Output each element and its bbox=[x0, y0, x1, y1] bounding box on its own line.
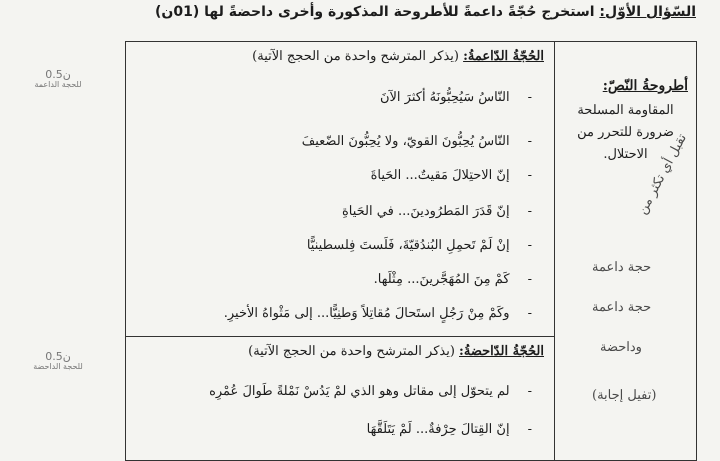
handwritten-note: وداحضة bbox=[600, 340, 642, 355]
margin-score-refuting bbox=[28, 352, 88, 372]
supporting-item: - كَمْ مِنَ المُهَجَّرينَ... مِثْلَها. bbox=[374, 272, 532, 287]
supporting-item: - النّاسُ سَيُحِبُّونَهُ أكثرَ الآنَ bbox=[380, 90, 532, 105]
margin-score-refuting-value: 0.5ن bbox=[45, 350, 71, 363]
margin-score-supporting-value: 0.5ن bbox=[45, 68, 71, 81]
thesis-title: أطروحةُ النّصّ: bbox=[602, 78, 688, 94]
margin-score-supporting bbox=[28, 70, 88, 90]
supporting-heading-label: الحُجّةُ الدّاعمةُ: bbox=[463, 49, 544, 64]
supporting-item: - إنْ لَمْ تَحمِلِ البُندُقيّةَ، فَلَستَ فِلسطينيًّا bbox=[307, 238, 532, 253]
column-divider bbox=[554, 42, 555, 460]
handwritten-note: (تفيل إجابة) bbox=[592, 388, 657, 403]
supporting-item: - وكَمْ مِنْ رَجُلٍ استَحالَ مُقاتِلاً وَطنِيًّا... إلى مَثْواهُ الأخيرِ. bbox=[224, 306, 532, 321]
row-divider bbox=[126, 336, 554, 337]
supporting-item: - النّاسُ يُحِبُّونَ القويّ، ولا يُحِبُّونَ الضّعيفَ bbox=[302, 134, 532, 149]
refuting-item: - لم يتحوّل إلى مقاتل وهو الذي لمْ يَدُسْ نَمْلةً طَوالَ عُمْرِه bbox=[209, 384, 532, 399]
supporting-heading bbox=[252, 49, 544, 64]
margin-score-refuting-label: للحجة الداحضة bbox=[33, 362, 83, 371]
question-text: استخرج حُجّةً داعمةً للأطروحة المذكورة وأخرى داحضةً لها (01ن) bbox=[154, 4, 595, 20]
supporting-instruction: (يذكر المترشح واحدة من الحجج الآتية) bbox=[252, 49, 459, 64]
refuting-heading-label: الحُجّةُ الدّاحضةُ: bbox=[459, 344, 544, 359]
refuting-heading bbox=[248, 344, 544, 359]
question-header bbox=[86, 4, 696, 20]
handwritten-note: تقبل أي تكثر من bbox=[635, 131, 690, 218]
thesis-body: المقاومة المسلحة ضرورة للتحرر من الاحتلال. bbox=[577, 103, 674, 162]
handwritten-note: حجة داعمة bbox=[592, 300, 652, 315]
supporting-item: - إنّ قَدَرَ المَطرُودينَ... في الحَياةِ bbox=[342, 204, 532, 219]
handwritten-note: حجة داعمة bbox=[592, 260, 652, 275]
question-label: السّؤال الأوّل: bbox=[599, 4, 696, 20]
refuting-item: - إنّ القِتالَ حِرْفةٌ... لَمْ يَتَلَقَّهَا bbox=[367, 422, 532, 437]
refuting-instruction: (يذكر المترشح واحدة من الحجج الآتية) bbox=[248, 344, 455, 359]
supporting-item: - إنّ الاحتِلالَ مَقيتٌ... الحَياةَ bbox=[371, 168, 532, 183]
margin-score-supporting-label: للحجة الداعمة bbox=[34, 80, 82, 89]
